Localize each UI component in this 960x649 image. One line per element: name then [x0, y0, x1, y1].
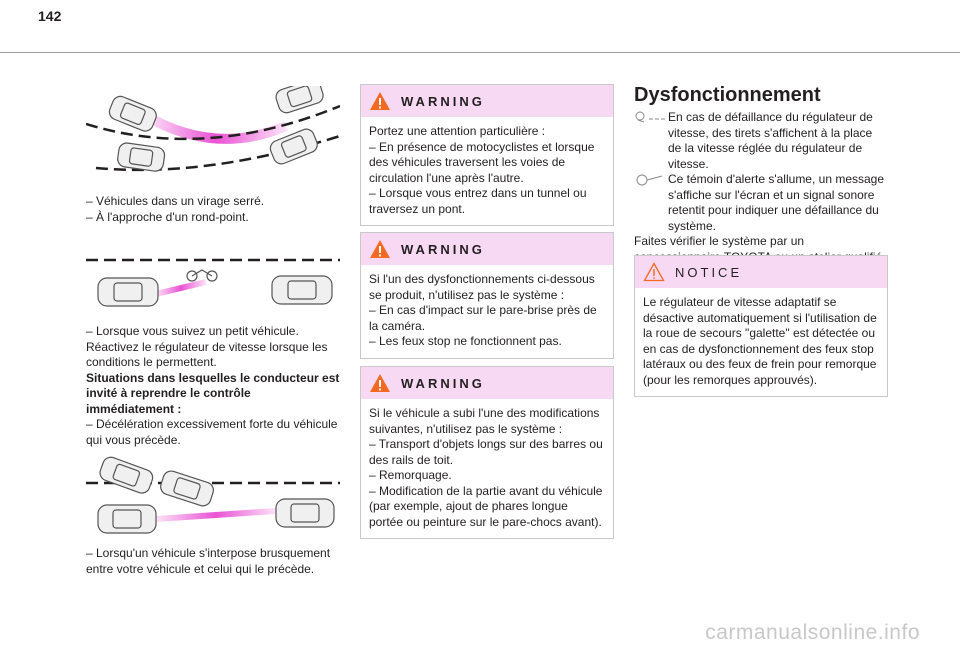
- caption-line: – Lorsque vous suivez un petit véhicule.: [86, 324, 299, 338]
- warning-header: [361, 85, 613, 117]
- warning-title: WARNING: [401, 241, 485, 257]
- malfunction-text: [634, 110, 888, 265]
- malfunction-item-3: Faites vérifier le système par un: [634, 234, 805, 248]
- section-title: Dysfonctionnement: [634, 84, 821, 106]
- notice-text: Le régulateur de vitesse adaptatif se désactive automatiquement si l'utilisation de la roue de secours "galette" est détectée ou en cas de dysfonctionnement des feux stop latéraux ou des feux de frein pour remorque (pour les remorques approuvés).: [643, 295, 877, 387]
- notice-box: [634, 255, 888, 397]
- notice-title: NOTICE: [675, 264, 743, 280]
- caption-line: – À l'approche d'un rond-point.: [86, 209, 249, 224]
- malfunction-item-1: En cas de défaillance du régulateur de vitesse, des tirets s'affichent à la place de la vitesse réglée du régulateur de vitesse.: [668, 110, 873, 171]
- watermark: carmanualsonline.info: [705, 621, 920, 644]
- caption-small-vehicle: [86, 324, 340, 448]
- caption-line: Réactivez le régulateur de vitesse lorsque les conditions le permettent.: [86, 339, 328, 369]
- caption-line: – Véhicules dans un virage serré.: [86, 194, 265, 208]
- warning-line: – Remorquage.: [369, 468, 452, 482]
- warning-body: [361, 399, 613, 538]
- warning-line: – Transport d'objets longs sur des barres ou des rails de toit.: [369, 437, 603, 467]
- warning-line: Si le véhicule a subi l'une des modifications suivantes, n'utilisez pas le système :: [369, 406, 600, 436]
- notice-triangle-icon: [643, 262, 665, 282]
- notice-body: [635, 288, 887, 396]
- illustration-small-vehicle: [86, 254, 340, 314]
- notice-header: [635, 256, 887, 288]
- warning-title: WARNING: [401, 375, 485, 391]
- warning-line: – Lorsque vous entrez dans un tunnel ou traversez un pont.: [369, 186, 587, 216]
- warning-triangle-icon: [369, 373, 391, 393]
- caption-cut-in: [86, 546, 340, 577]
- situations-title: Situations dans lesquelles le conducteur est invité à reprendre le contrôle immédiatement :: [86, 370, 340, 416]
- page-number: 142: [38, 8, 62, 24]
- warning-header: [361, 233, 613, 265]
- illustration-curve: [86, 86, 340, 178]
- warning-line: – En cas d'impact sur le pare-brise près de la caméra.: [369, 303, 597, 333]
- caption-line: – Lorsqu'un véhicule s'interpose brusquement entre votre véhicule et celui qui le précède.: [86, 546, 331, 576]
- warning-line: Si l'un des dysfonctionnements ci-dessous se produit, n'utilisez pas le système :: [369, 272, 595, 302]
- warning-title: WARNING: [401, 93, 485, 109]
- warning-body: [361, 117, 613, 225]
- caption-curve: [86, 194, 340, 225]
- warning-box-1: [360, 84, 614, 226]
- warning-triangle-icon: [369, 91, 391, 111]
- situations-item: – Décélération excessivement forte du véhicule qui vous précède.: [86, 417, 338, 447]
- warning-line: – En présence de motocyclistes et lorsque des véhicules traversent les voies de circulation l'une après l'autre.: [369, 139, 595, 185]
- warning-header: [361, 367, 613, 399]
- header-rule: [0, 52, 960, 53]
- warning-line: – Les feux stop ne fonctionnent pas.: [369, 334, 562, 348]
- warning-body: [361, 265, 613, 358]
- malfunction-item-2: Ce témoin d'alerte s'allume, un message s'affiche sur l'écran et un signal sonore retentit pour indiquer une défaillance du système.: [668, 172, 885, 233]
- warning-box-2: [360, 232, 614, 359]
- warning-line: – Modification de la partie avant du véhicule (par exemple, ajout de phares longue portée ou peinture sur le pare-chocs avant).: [369, 483, 603, 529]
- warning-line: Portez une attention particulière :: [369, 124, 546, 138]
- cruise-dashes-icon: [634, 110, 668, 126]
- warning-box-3: [360, 366, 614, 539]
- warning-triangle-icon: [369, 239, 391, 259]
- illustration-cut-in: [86, 449, 340, 539]
- cruise-warning-icon: [634, 172, 668, 188]
